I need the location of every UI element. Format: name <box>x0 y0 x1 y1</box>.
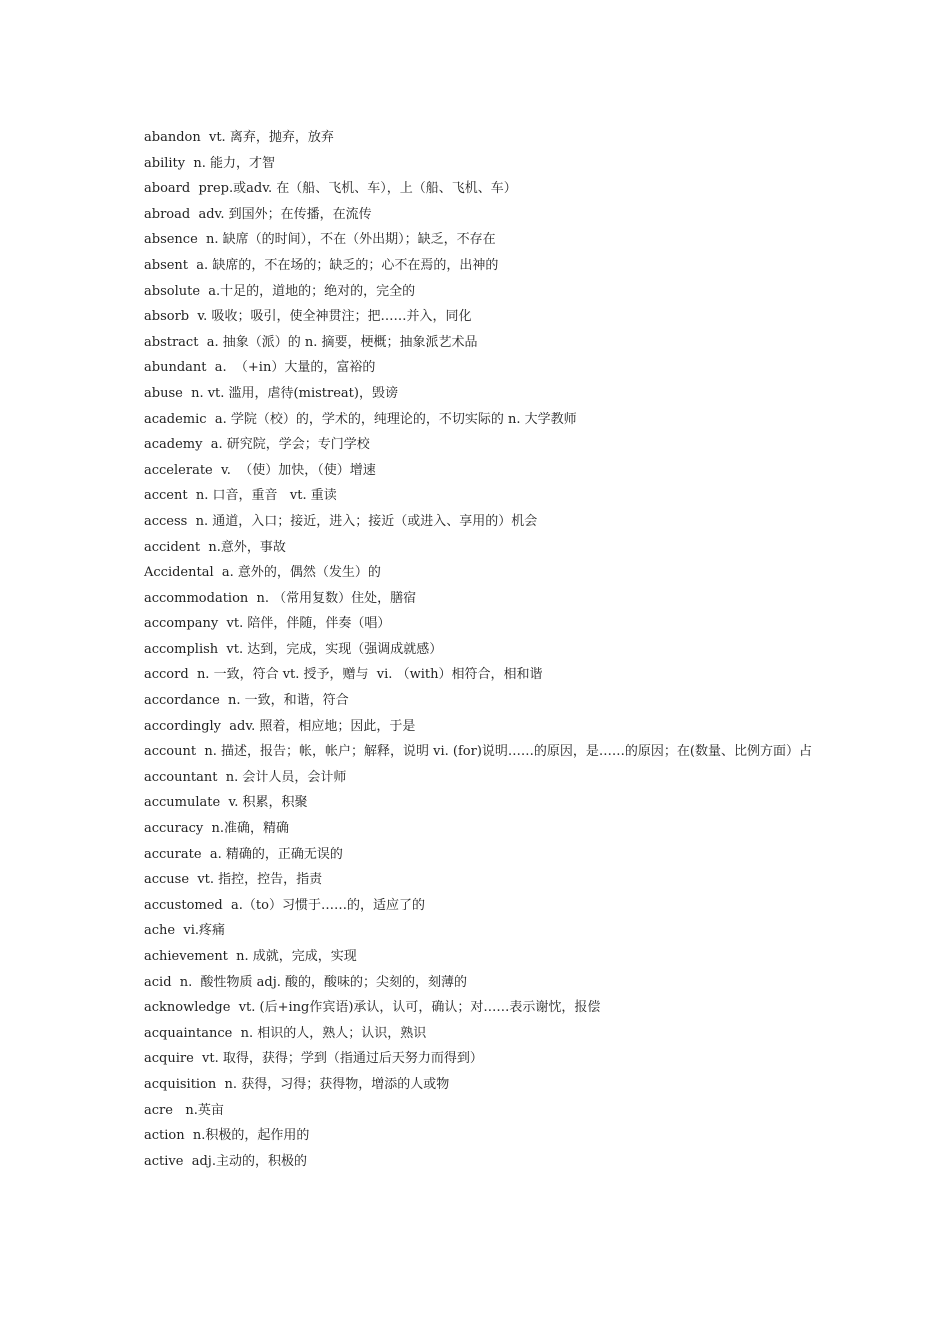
vocabulary-entry: achievement n. 成就，完成，实现 <box>144 949 357 964</box>
vocabulary-entry: accent n. 口音，重音 vt. 重读 <box>144 488 337 504</box>
vocabulary-entry: acknowledge vt. (后+ing作宾语)承认，认可，确认；对……表示谢忱，报偿 <box>144 1000 601 1016</box>
vocabulary-entry: access n. 通道，入口；接近，进入；接近（或进入、享用的）机会 <box>144 513 538 529</box>
vocabulary-entry: acquaintance n. 相识的人，熟人；认识，熟识 <box>144 1025 427 1041</box>
vocabulary-entry: absent a. 缺席的，不在场的；缺乏的；心不在焉的，出神的 <box>144 257 499 273</box>
vocabulary-list <box>144 125 824 1174</box>
vocabulary-entry: acid n. 酸性物质 adj. 酸的，酸味的；尖刻的，刻薄的 <box>144 974 468 990</box>
vocabulary-entry: ache vi.疼痛 <box>144 923 225 939</box>
vocabulary-entry: ability n. 能力，才智 <box>144 155 276 171</box>
vocabulary-entry: acquisition n. 获得，习得；获得物，增添的人或物 <box>144 1076 450 1092</box>
vocabulary-entry: absorb v. 吸收；吸引，使全神贯注；把……并入，同化 <box>144 309 472 325</box>
vocabulary-entry: accompany vt. 陪伴，伴随，伴奏（唱） <box>144 616 391 632</box>
vocabulary-entry: acquire vt. 取得，获得；学到（指通过后天努力而得到） <box>144 1051 483 1067</box>
vocabulary-entry: Accidental a. 意外的，偶然（发生）的 <box>144 565 381 581</box>
vocabulary-entry: accommodation n. （常用复数）住处，膳宿 <box>144 590 417 606</box>
vocabulary-entry: accordingly adv. 照着，相应地；因此，于是 <box>144 718 416 734</box>
vocabulary-entry: abstract a. 抽象（派）的 n. 摘要，梗概；抽象派艺术品 <box>144 334 478 350</box>
vocabulary-entry: accord n. 一致，符合 vt. 授予，赠与 vi. （with）相符合，相和谐 <box>144 667 543 683</box>
vocabulary-entry: absolute a.十足的，道地的；绝对的，完全的 <box>144 283 416 299</box>
vocabulary-entry: account n. 描述，报告；帐，帐户；解释，说明 vi. (for)说明……的原因，是……的原因；在(数量、比例方面）占 <box>144 744 812 760</box>
vocabulary-entry: acre n.英亩 <box>144 1102 224 1118</box>
vocabulary-entry: accountant n. 会计人员，会计师 <box>144 769 347 785</box>
vocabulary-entry: academic a. 学院（校）的，学术的，纯理论的，不切实际的 n. 大学教师 <box>144 411 577 427</box>
vocabulary-entry: accustomed a.（to）习惯于……的，适应了的 <box>144 897 425 913</box>
vocabulary-entry: aboard prep.或adv. 在（船、飞机、车），上（船、飞机、车） <box>144 181 517 197</box>
vocabulary-entry: accomplish vt. 达到，完成，实现（强调成就感） <box>144 641 443 657</box>
vocabulary-entry: accumulate v. 积累，积聚 <box>144 795 308 811</box>
vocabulary-entry: accordance n. 一致，和谐，符合 <box>144 693 349 709</box>
vocabulary-entry: abundant a. （+in）大量的，富裕的 <box>144 360 376 376</box>
vocabulary-entry: accident n.意外，事故 <box>144 539 286 555</box>
vocabulary-entry: absence n. 缺席（的时间），不在（外出期）；缺乏，不存在 <box>144 232 496 248</box>
vocabulary-entry: accuracy n.准确，精确 <box>144 821 290 837</box>
vocabulary-entry: abroad adv. 到国外；在传播，在流传 <box>144 206 372 222</box>
vocabulary-entry: abandon vt. 离弃，抛弃，放弃 <box>144 130 334 145</box>
vocabulary-entry: active adj.主动的，积极的 <box>144 1153 307 1169</box>
vocabulary-entry: accurate a. 精确的，正确无误的 <box>144 846 343 862</box>
vocabulary-entry: accuse vt. 指控，控告，指责 <box>144 872 323 888</box>
vocabulary-entry: academy a. 研究院，学会；专门学校 <box>144 437 370 453</box>
vocabulary-entry: action n.积极的，起作用的 <box>144 1128 310 1144</box>
vocabulary-entry: abuse n. vt. 滥用，虐待(mistreat)，毁谤 <box>144 385 398 401</box>
vocabulary-entry: accelerate v. （使）加快，（使）增速 <box>144 462 376 478</box>
